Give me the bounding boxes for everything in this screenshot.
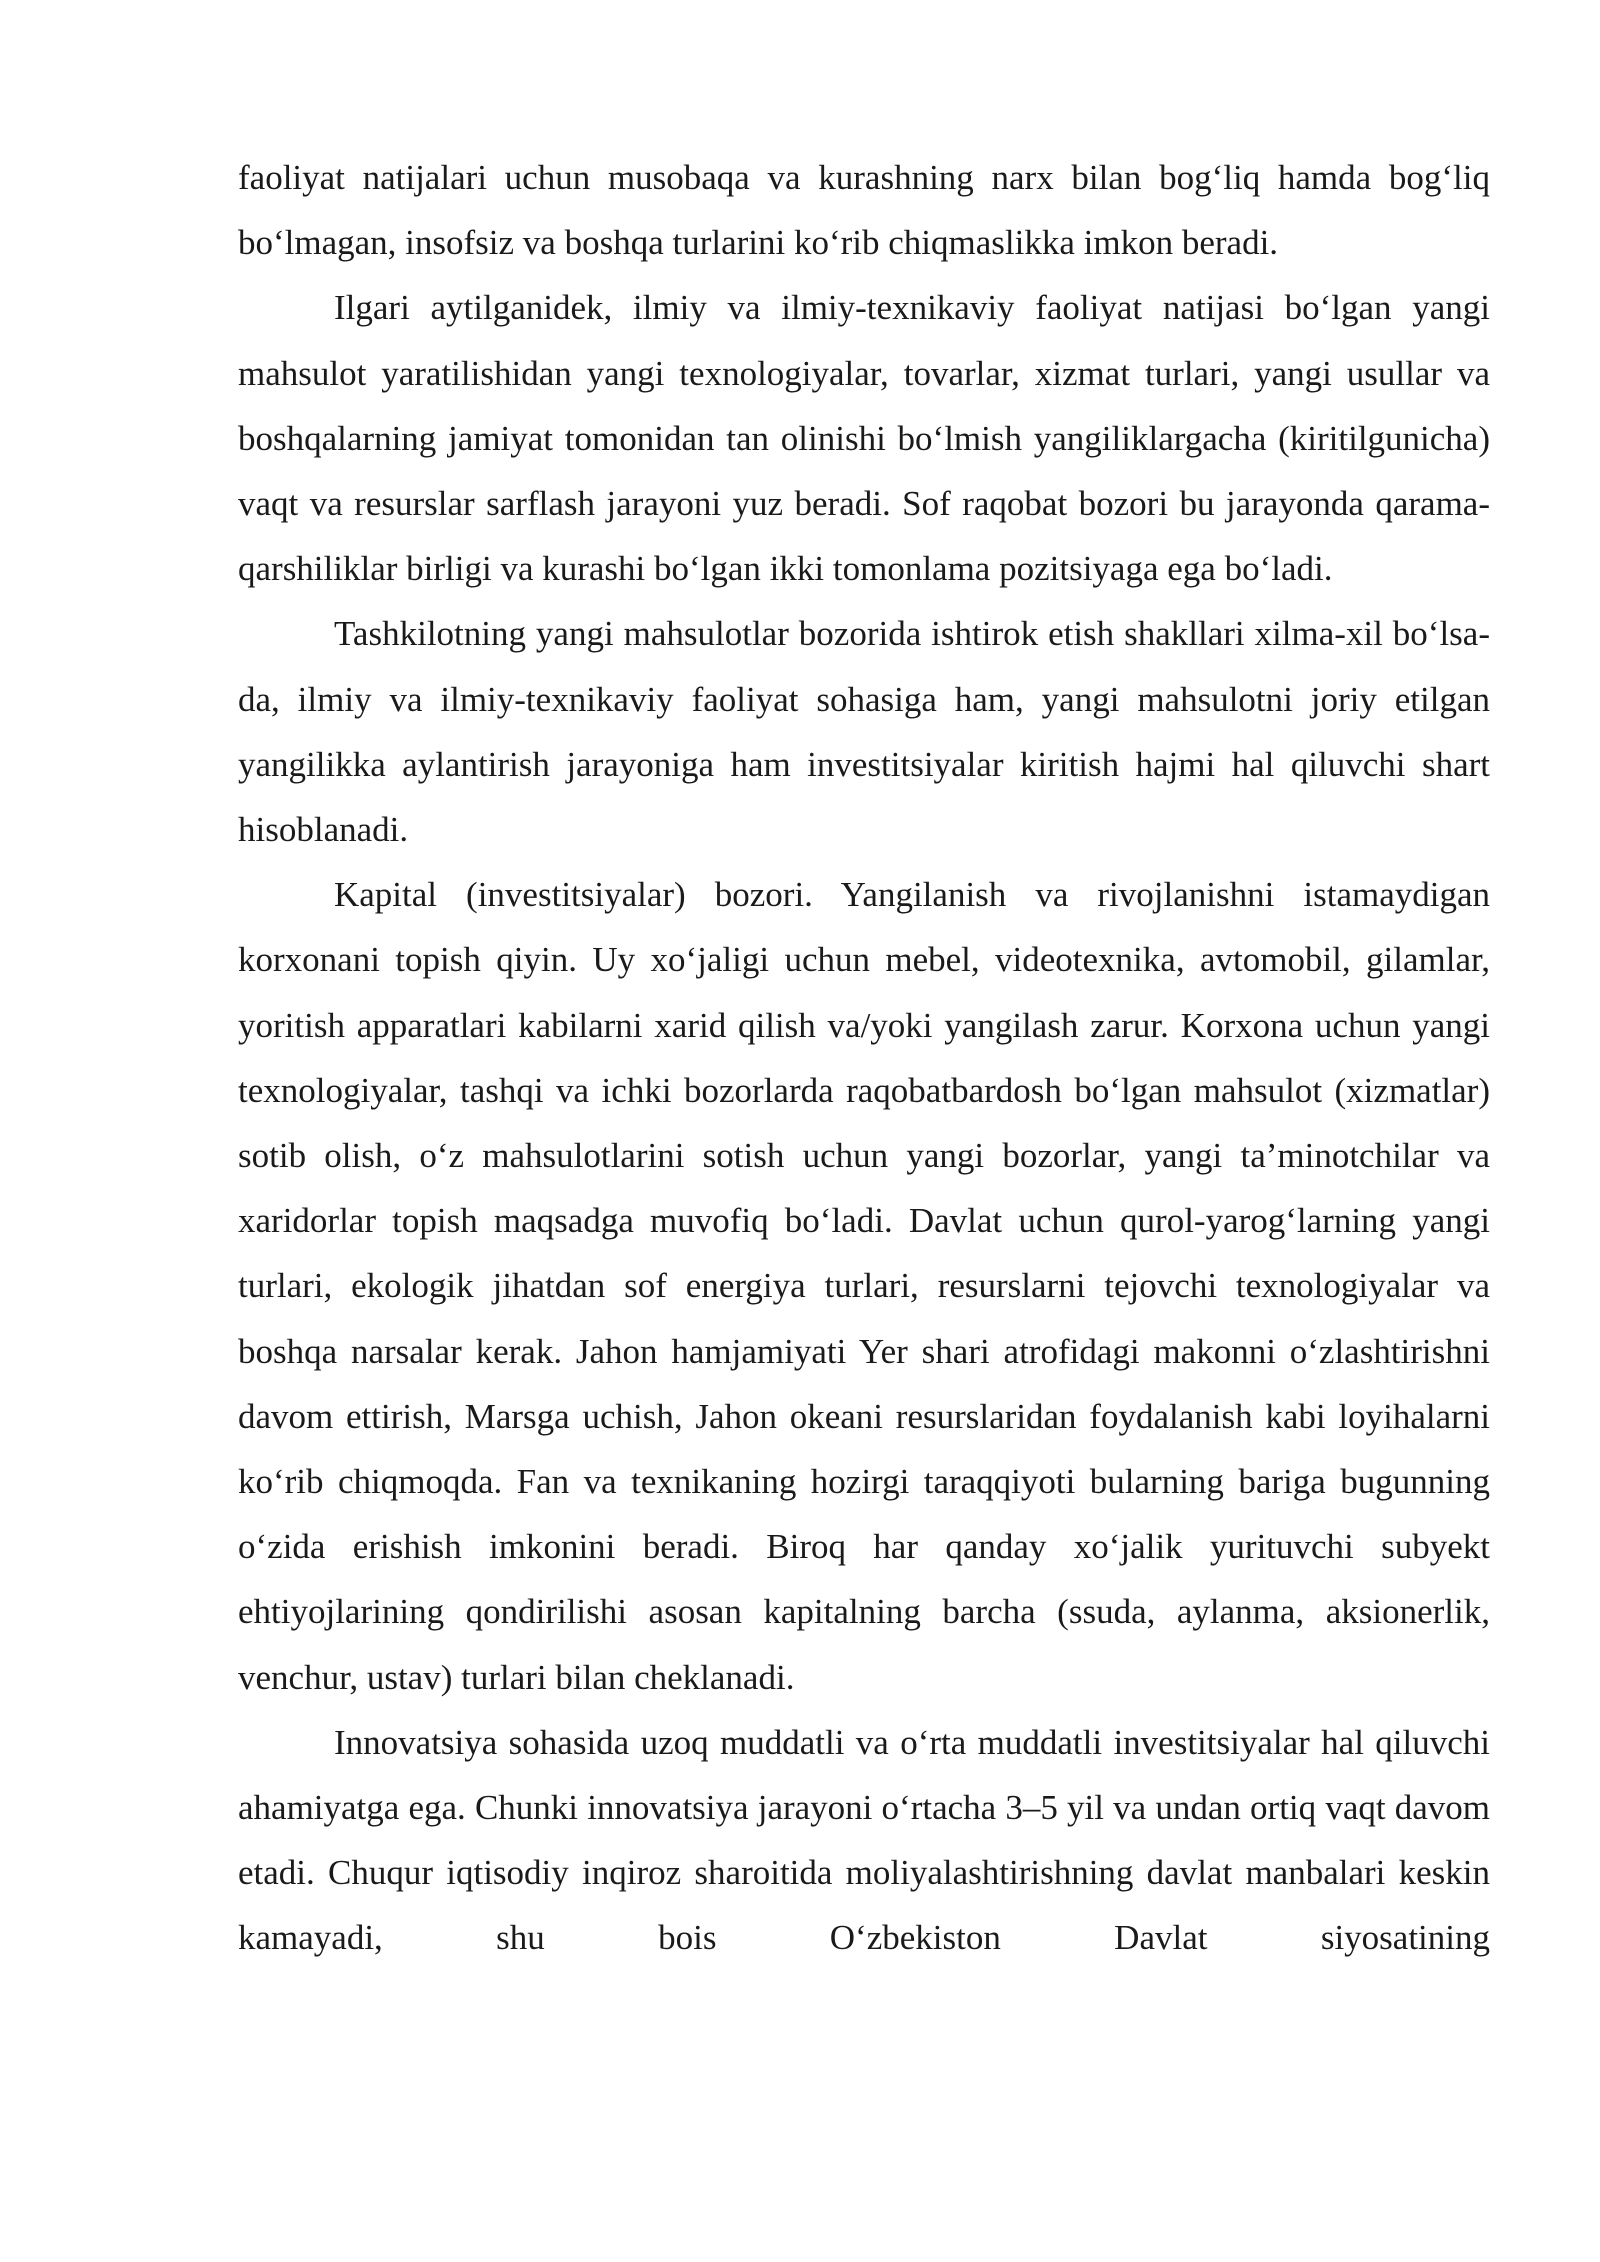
- paragraph-participation-forms: Tashkilotning yangi mahsulotlar bozorida ishtirok etish shakllari xilma-xil bo‘lsa-da, ilmiy va ilmiy-texnikaviy faoliyat sohasiga ham, yangi mahsulotni joriy etilgan yangilikka aylantirish jarayoniga ham investitsiyalar kiritish hajmi hal qiluvchi shart hisoblanadi.: [238, 614, 1490, 850]
- paragraph-innovation-investments: Innovatsiya sohasida uzoq muddatli va o‘rta muddatli investitsiyalar hal qiluvchi ahamiyatga ega. Chunki innovatsiya jarayoni o‘rtacha 3–5 yil va undan ortiq vaqt davom etadi. Chuqur iqtisodiy inqiroz sharoitida moliyalashtirishning davlat manbalari keskin kamayadi, shu bois O‘zbekiston Davlat siyosatining: [238, 1722, 1490, 1958]
- paragraph-continuation: faoliyat natijalari uchun musobaqa va kurashning narx bilan bog‘liq hamda bog‘liq bo‘lmagan, insofsiz va boshqa turlarini ko‘rib chiqmaslikka imkon beradi.: [238, 158, 1490, 263]
- paragraph-capital-market: Kapital (investitsiyalar) bozori. Yangilanish va rivojlanishni istamaydigan korxonani topish qiyin. Uy xo‘jaligi uchun mebel, videotexnika, avtomobil, gilamlar, yoritish apparatlari kabilarni xarid qilish va/yoki yangilash zarur. Korxona uchun yangi texnologiyalar, tashqi va ichki bozorlarda raqobatbardosh bo‘lgan mahsulot (xizmatlar) sotib olish, o‘z mahsulotlarini sotish uchun yangi bozorlar, yangi ta’minotchilar va xaridorlar topish maqsadga muvofiq bo‘ladi. Davlat uchun qurol-yarog‘larning yangi turlari, ekologik jihatdan sof energiya turlari, resurslarni tejovchi texnologiyalar va boshqa narsalar kerak. Jahon hamjamiyati Yer shari atrofidagi makonni o‘zlashtirishni davom ettirish, Marsga uchish, Jahon okeani resurslaridan foydalanish kabi loyihalarni ko‘rib chiqmoqda. Fan va texnikaning hozirgi taraqqiyoti bularning bariga bugunning o‘zida erishish imkonini beradi. Biroq har qanday xo‘jalik yurituvchi subyekt ehtiyojlarining qondirilishi asosan kapitalning barcha (ssuda, aylanma, aksionerlik, venchur, ustav) turlari bilan cheklanadi.: [238, 875, 1490, 1697]
- paragraph-new-product-market: Ilgari aytilganidek, ilmiy va ilmiy-texnikaviy faoliyat natijasi bo‘lgan yangi mahsulot yaratilishidan yangi texnologiyalar, tovarlar, xizmat turlari, yangi usullar va boshqalarning jamiyat tomonidan tan olinishi bo‘lmish yangiliklargacha (kiritilgunicha) vaqt va resurslar sarflash jarayoni yuz beradi. Sof raqobat bozori bu jarayonda qarama-qarshiliklar birligi va kurashi bo‘lgan ikki tomonlama pozitsiyaga ega bo‘ladi.: [238, 288, 1490, 589]
- body-text: [238, 145, 1490, 1971]
